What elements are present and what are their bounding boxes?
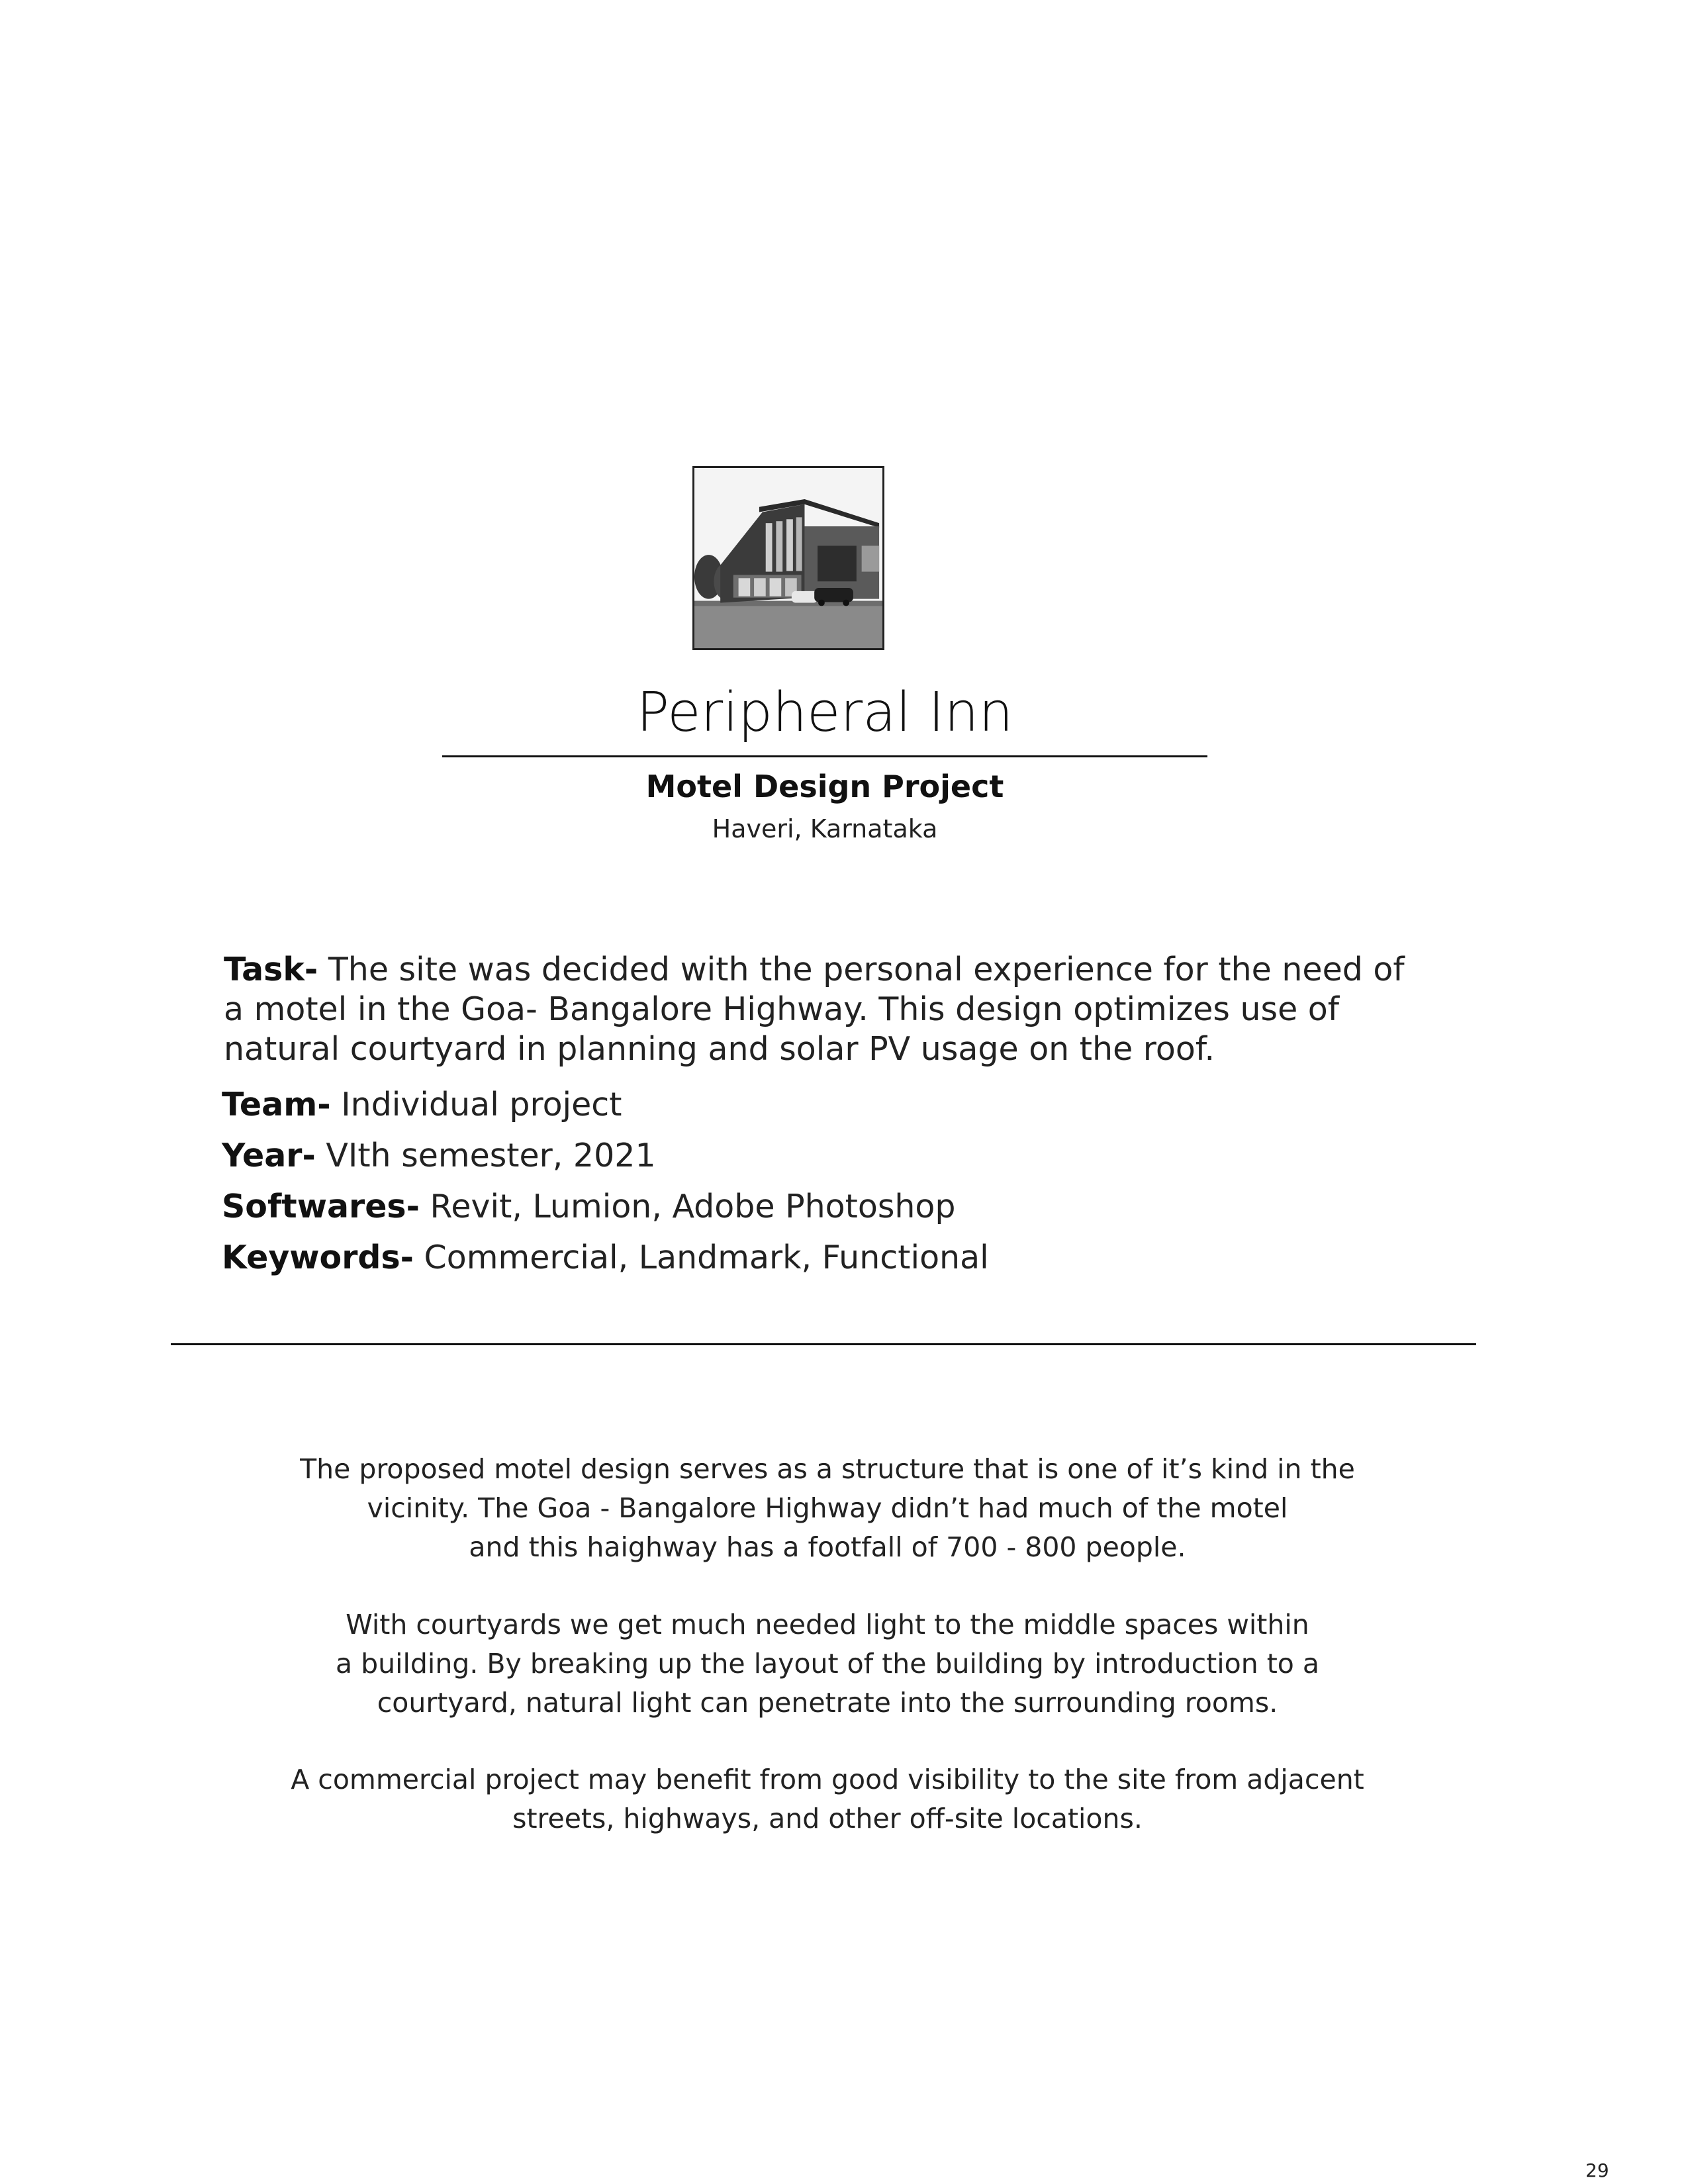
task-line-1: Task- The site was decided with the personal experience for the need of (224, 951, 1405, 988)
description-paragraph-3: A commercial project may benefit from good visibility to the site from adjacent streets, highways, and other off-site locations. (291, 1764, 1364, 1834)
keywords-label: Keywords- (222, 1239, 414, 1276)
team-label: Team- (222, 1086, 331, 1123)
description-paragraph-2: With courtyards we get much needed light to the middle spaces within a building. By breaking up the layout of the building by introduction to a courtyard, natural light can penetrate into the surrounding rooms. (335, 1609, 1320, 1719)
team-value: Individual project (341, 1086, 622, 1123)
year-label: Year- (222, 1137, 316, 1174)
section-divider (171, 1343, 1476, 1345)
year-value: VIth semester, 2021 (326, 1137, 656, 1174)
year-row (222, 1137, 656, 1174)
task-line-3: natural courtyard in planning and solar PV usage on the roof. (224, 1030, 1215, 1068)
team-row (222, 1086, 622, 1123)
title-underline (442, 755, 1207, 757)
softwares-label: Softwares- (222, 1188, 420, 1225)
description-paragraph-1: The proposed motel design serves as a structure that is one of it’s kind in the vicinity. The Goa - Bangalore Highway didn’t had much of the motel and this haighway has a footfall of 700 - 800 people. (300, 1453, 1355, 1563)
task-label: Task- (224, 951, 318, 988)
project-location: Haveri, Karnataka (712, 814, 938, 843)
page-number: 29 (1585, 2160, 1609, 2181)
task-line-2: a motel in the Goa- Bangalore Highway. This design optimizes use of (224, 990, 1340, 1028)
project-title: Peripheral Inn (636, 681, 1013, 744)
task-block (224, 950, 1415, 1069)
project-thumbnail-image (692, 466, 884, 650)
softwares-row (222, 1188, 956, 1225)
project-subtitle: Motel Design Project (645, 769, 1004, 804)
softwares-value: Revit, Lumion, Adobe Photoshop (430, 1188, 956, 1225)
keywords-row (222, 1239, 989, 1276)
keywords-value: Commercial, Landmark, Functional (424, 1239, 989, 1276)
